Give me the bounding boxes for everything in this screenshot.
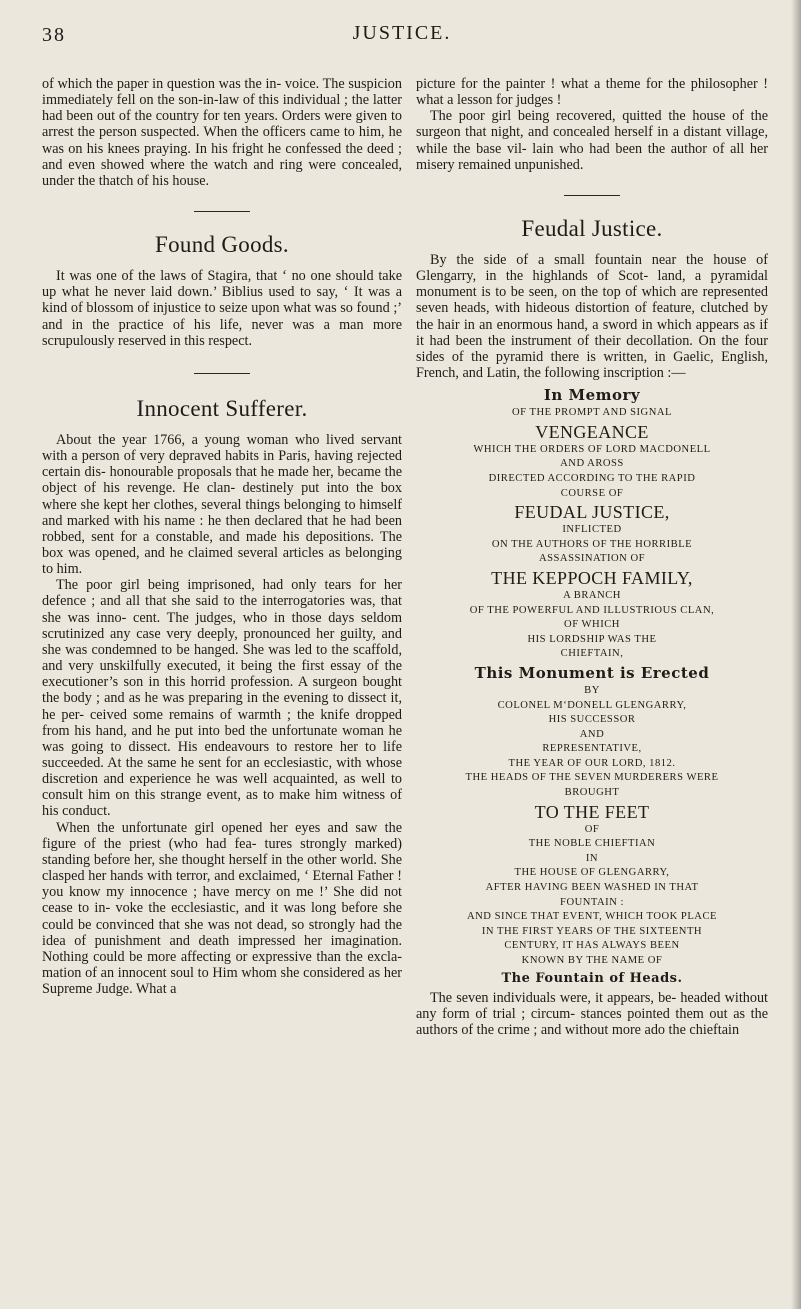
inscription-line: AND xyxy=(579,728,605,740)
inscription-line: FOUNTAIN : xyxy=(560,896,624,908)
inscription-line: TO THE FEET xyxy=(534,801,650,822)
inscription-line: THE HOUSE OF GLENGARRY, xyxy=(514,867,670,879)
section-divider xyxy=(564,195,620,196)
inscription-line: DIRECTED ACCORDING TO THE RAPID xyxy=(488,472,696,484)
left-column xyxy=(42,76,402,997)
inscription-line: COLONEL M‘DONELL GLENGARRY, xyxy=(497,699,687,711)
inscription-line: VENGEANCE xyxy=(535,421,649,442)
inscription-line: CHIEFTAIN, xyxy=(560,648,624,660)
inscription-line: AFTER HAVING BEEN WASHED IN THAT xyxy=(485,882,699,894)
inscription-line: HIS SUCCESSOR xyxy=(548,714,636,726)
inscription-line: The Fountain of Heads. xyxy=(501,970,683,986)
inscription-line: THE KEPPOCH FAMILY, xyxy=(491,567,693,588)
paragraph-innocent-sufferer-2: The poor girl being imprisoned, had only tears for her defence ; and all that she said to the interrogatories was, that she was inno- cent. The judges, who in those days seldom scrutinized any case very deeply, pronounced her guilty, and she was condemned to be hanged. She was led to the scaffold, and very unskilfully executed, it being the first essay of the executioner’s son in this horrid profession. A surgeon bought the body ; and as he was preparing in the evening to dissect it, he per- ceived some remains of warmth ; the knife dropped from his hand, and he put into bed the unfortunate woman he was going to dissect. His endeavours to restore her to life succeeded. At the same he sent for an ecclesiastic, with whose discretion and experience he was well acquainted, as well to consult him on this strange event, as to make him witness of his conduct. xyxy=(42,577,402,820)
paragraph-feudal-justice: By the side of a small fountain near the house of Glengarry, in the highlands of Scot- land, a pyramidal monument is to be seen, on the top of which are represented seven heads, with hideous distortion of feature, clutched by the hair in an enormous hand, a sword in which appears as if it had been the instrument of their decollation. On the four sides of the pyramid there is written, in Gaelic, English, French, and Latin, the following inscription :— xyxy=(416,251,768,382)
section-divider xyxy=(194,373,250,374)
running-title: JUSTICE. xyxy=(352,22,452,44)
paragraph-feudal-justice-closing: The seven individuals were, it appears, be- headed without any form of trial ; circum- stances pointed them out as the authors of the crime ; and without more ado the chieftain xyxy=(416,989,768,1038)
paragraph-aftermath: The poor girl being recovered, quitted the house of the surgeon that night, and concealed herself in a distant village, while the base vil- lain who had been the author of all her misery remained unpunished. xyxy=(416,108,768,173)
right-column xyxy=(416,76,768,1038)
page-number: 38 xyxy=(42,24,66,46)
inscription-line: KNOWN BY THE NAME OF xyxy=(521,955,663,966)
paragraph-innocent-sufferer-3: When the unfortunate girl opened her eyes and saw the figure of the priest (who had fea- tures strongly marked) standing before her, she thought herself in the other world. She clasped her hands with terror, and exclaimed, ‘ Eternal Father ! you know my innocence ; have mercy on me !’ She did not cease to in- voke the ecclesiastic, and it was long before she could be convinced that she was not dead, so strongly had the idea of punishment and death impressed her imagination. Nothing could be more affecting or expressive than the excla- mation of an innocent soul to Him whom she considered as her Supreme Judge. What a xyxy=(42,819,402,998)
section-divider xyxy=(194,211,250,212)
scan-edge-shadow xyxy=(791,0,801,1309)
heading-feudal-justice: Feudal Justice. xyxy=(521,215,663,241)
inscription-line: OF WHICH xyxy=(564,619,620,631)
inscription-line: REPRESENTATIVE, xyxy=(542,743,642,755)
inscription-line: FEUDAL JUSTICE, xyxy=(514,502,670,523)
inscription-line: THE NOBLE CHIEFTIAN xyxy=(528,838,656,850)
inscription-line: THE YEAR OF OUR LORD, 1812. xyxy=(508,757,676,769)
inscription-line: THE HEADS OF THE SEVEN MURDERERS WERE xyxy=(465,772,719,784)
inscription-line: OF THE PROMPT AND SIGNAL xyxy=(512,407,672,419)
inscription-line: AND SINCE THAT EVENT, WHICH TOOK PLACE xyxy=(466,911,717,923)
inscription-line: IN THE FIRST YEARS OF THE SIXTEENTH xyxy=(481,925,703,937)
paragraph-found-goods: It was one of the laws of Stagira, that ‘ no one should take up what he never laid down.’ Biblius used to say, ‘ It was a kind of blossom of injustice to seize upon what was so found ;’ and in the practice of his life, never was a man more scrupulously reserved in this respect. xyxy=(42,268,402,349)
heading-found-goods: Found Goods. xyxy=(155,232,289,258)
continuation-paragraph: of which the paper in question was the in- voice. The suspicion immediately fell on the son-in-law of this individual ; the latter had been out of the country for ten years. Orders were given to arrest the person suspected. When the officers came to him, he was on his knees praying. In his fright he confessed the deed ; and even showed where the watch and ring were concealed, under the thatch of his house. xyxy=(42,76,402,189)
inscription-line: BY xyxy=(584,684,600,696)
running-head xyxy=(42,22,762,52)
monument-inscription xyxy=(416,384,768,987)
inscription-line: A BRANCH xyxy=(563,589,621,601)
inscription-line: IN xyxy=(585,852,599,864)
inscription-line: COURSE OF xyxy=(560,487,624,499)
inscription-line: CENTURY, IT HAS ALWAYS BEEN xyxy=(504,940,680,952)
inscription-line: BROUGHT xyxy=(564,787,620,799)
inscription-line: In Memory xyxy=(543,386,641,405)
inscription-line: ASSASSINATION OF xyxy=(538,553,645,565)
inscription-line: WHICH THE ORDERS OF LORD MACDONELL xyxy=(473,443,711,455)
heading-innocent-sufferer: Innocent Sufferer. xyxy=(136,395,308,421)
inscription-line: INFLICTED xyxy=(562,524,622,536)
continuation-paragraph: picture for the painter ! what a theme for the philosopher ! what a lesson for judges ! xyxy=(416,76,768,109)
inscription-line: OF THE POWERFUL AND ILLUSTRIOUS CLAN, xyxy=(469,604,715,616)
inscription-line: OF xyxy=(584,823,600,835)
inscription-line: AND AROSS xyxy=(560,458,624,470)
inscription-line: HIS LORDSHIP WAS THE xyxy=(527,633,657,645)
paragraph-innocent-sufferer-1: About the year 1766, a young woman who lived servant with a person of very depraved habits in Paris, having rejected certain dis- honourable proposals that he made her, became the object of his revenge. He clan- destinely put into the box where she kept her clothes, several things belonging to himself and marked with his name : he then declared that he had been robbed, sent for a constable, and made his depositions. The box was opened, and he claimed several articles as belonging to him. xyxy=(42,431,402,578)
inscription-line: This Monument is Erected xyxy=(474,663,710,682)
inscription-line: ON THE AUTHORS OF THE HORRIBLE xyxy=(491,538,693,550)
